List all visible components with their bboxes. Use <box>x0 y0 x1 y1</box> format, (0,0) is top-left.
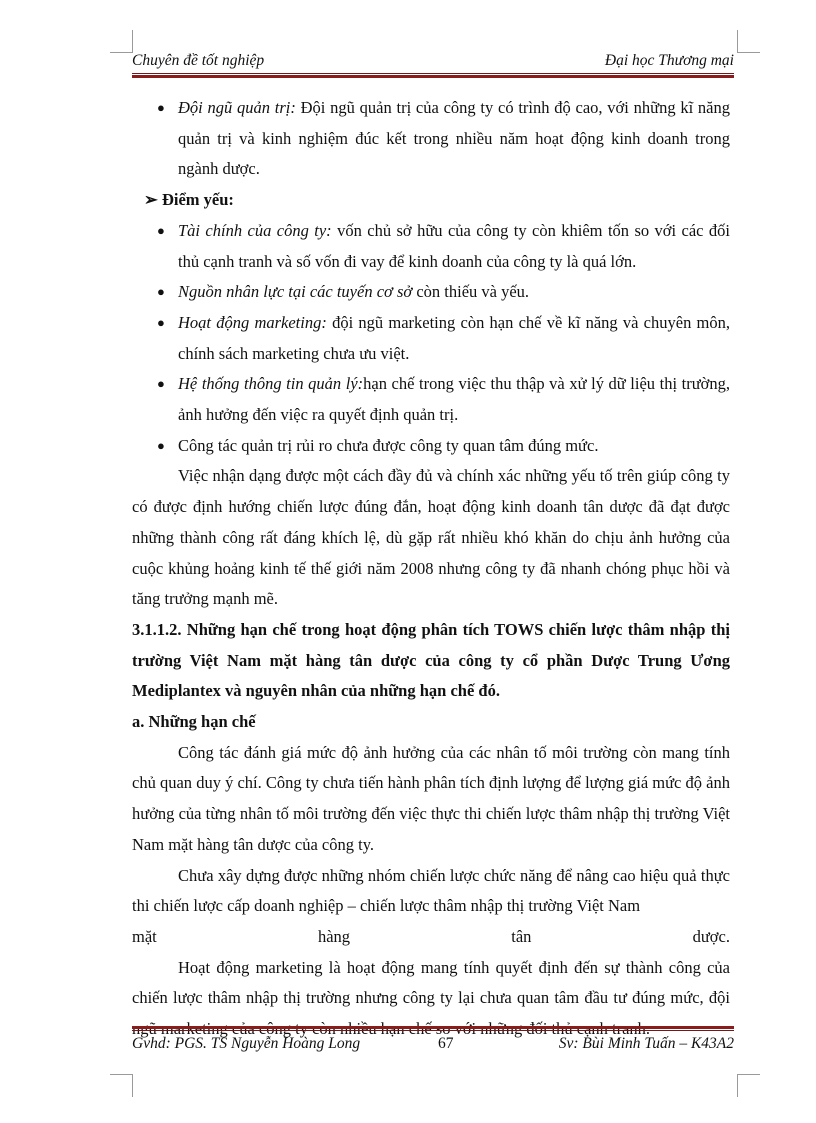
limitation-paragraph-3: Hoạt động marketing là hoạt động mang tính quyết định đến sự thành công của chiến lược thâm nhập thị trường nhưng công ty lại chưa quan tâm đầu tư đúng mức, đội ngũ marketing của công ty còn nhiều hạn chế so với những đối thủ cạnh tranh. <box>132 957 730 1039</box>
item-text: còn thiếu và yếu. <box>412 282 530 302</box>
crop-mark-top-left <box>110 30 133 53</box>
bullet-icon: ● <box>157 100 165 115</box>
limitation-paragraph-2: Chưa xây dựng được những nhóm chiến lược chức năng để nâng cao hiệu quả thực thi chiến lược cấp doanh nghiệp – chiến lược thâm nhập thị trường Việt Nam <box>132 865 730 916</box>
word: hàng <box>317 926 351 946</box>
bullet-icon: ● <box>157 222 165 238</box>
word: dược. <box>692 926 730 946</box>
item-label: Đội ngũ quản trị: <box>178 98 296 117</box>
bullet-icon: ● <box>157 437 165 453</box>
item-text: Đội ngũ quản trị của công ty có trình độ cao, với những kĩ năng quản trị và kinh nghiệm đúc kết trong nhiều năm hoạt động kinh doanh trong ngành dược. <box>178 98 730 179</box>
item-text: vốn chủ sở hữu của công ty còn khiêm tốn so với các đối thủ cạnh tranh và số vốn đi vay để kinh doanh của công ty là quá lớn. <box>178 220 731 271</box>
bullet-icon: ● <box>157 376 165 392</box>
item-label: Hoạt động marketing: <box>178 312 327 332</box>
header-rule <box>132 73 734 78</box>
subsection-heading: a. Những hạn chế <box>132 712 256 732</box>
item-text: hạn chế trong việc thu thập và xử lý dữ liệu thị trường, ảnh hưởng đến việc ra quyết định quản trị. <box>178 374 730 425</box>
word: tân <box>511 926 532 946</box>
item-label: Hệ thống thông tin quản lý: <box>178 374 364 394</box>
item-label: Tài chính của công ty: <box>178 220 332 240</box>
list-item <box>132 216 730 277</box>
item-label: Nguồn nhân lực tại các tuyến cơ sở <box>178 282 413 302</box>
crop-mark-bottom-right <box>737 1074 760 1097</box>
header-left: Chuyên đề tốt nghiệp <box>132 52 265 69</box>
list-item <box>132 308 730 369</box>
bullet-icon: ● <box>157 314 165 330</box>
footer-student: Sv: Bùi Minh Tuấn – K43A2 <box>558 1035 734 1052</box>
page-body <box>132 93 730 1045</box>
footer-advisor: Gvhd: PGS. TS Nguyễn Hoàng Long <box>132 1035 361 1052</box>
arrow-bullet-icon: ➢ <box>144 190 158 210</box>
item-text: đội ngũ marketing còn hạn chế về kĩ năng và chuyên môn, chính sách marketing chưa ưu việt. <box>178 312 730 363</box>
list-item <box>132 93 730 185</box>
header-right: Đại học Thương mại <box>604 52 734 69</box>
footer-rule <box>132 1026 734 1031</box>
list-item <box>132 277 730 308</box>
page-header <box>132 52 734 70</box>
bullet-icon: ● <box>157 284 165 300</box>
crop-mark-top-right <box>737 30 760 53</box>
section-heading: 3.1.1.2. Những hạn chế trong hoạt động phân tích TOWS chiến lược thâm nhập thị trường Việt Nam mặt hàng tân dược của công ty cổ phần Dược Trung Ương Mediplantex và nguyên nhân của những hạn chế đó. <box>132 619 730 701</box>
page-footer <box>132 1035 734 1055</box>
page-number: 67 <box>438 1035 454 1052</box>
word: mặt <box>132 926 157 946</box>
summary-paragraph: Việc nhận dạng được một cách đầy đủ và chính xác những yếu tố trên giúp công ty có được định hướng chiến lược đúng đắn, hoạt động kinh doanh tân dược đã đạt được những thành công rất đáng khích lệ, dù gặp rất nhiều khó khăn do chịu ảnh hưởng của cuộc khủng hoảng kinh tế thế giới năm 2008 nhưng công ty đã nhanh chóng phục hồi và tăng trưởng mạnh mẽ. <box>132 466 730 609</box>
limitation-paragraph-1: Công tác đánh giá mức độ ảnh hưởng của các nhân tố môi trường còn mang tính chủ quan duy ý chí. Công ty chưa tiến hành phân tích định lượng để lượng giá mức độ ảnh hưởng của từng nhân tố môi trường đến việc thực thi chiến lược thâm nhập thị trường Việt Nam mặt hàng tân dược của công ty. <box>132 742 730 854</box>
list-item <box>132 431 730 462</box>
weakness-heading: ➢ Điểm yếu: <box>144 190 234 210</box>
limitation-paragraph-2-last-line <box>132 922 730 953</box>
crop-mark-bottom-left <box>110 1074 133 1097</box>
list-item <box>132 369 730 430</box>
item-text: Công tác quản trị rủi ro chưa được công ty quan tâm đúng mức. <box>178 435 599 455</box>
